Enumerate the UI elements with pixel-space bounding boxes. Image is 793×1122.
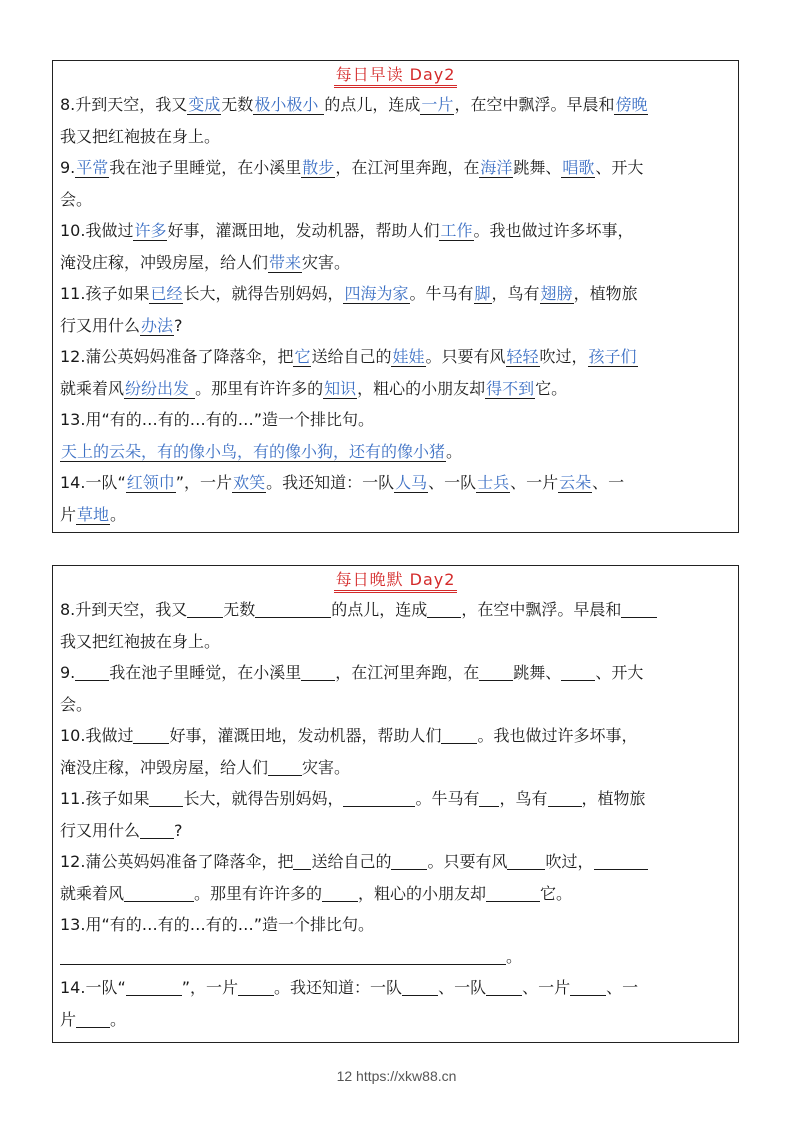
- static-text: 14.一队“: [60, 978, 126, 997]
- fill-in-blank[interactable]: [621, 599, 657, 618]
- static-text: 我又把红袍披在身上。: [60, 126, 221, 146]
- static-text: 、一队: [428, 473, 477, 492]
- static-text: 12.蒲公英妈妈准备了降落伞，把: [60, 347, 294, 366]
- answer-text: 散步: [302, 158, 335, 177]
- static-text: ，在空中飘浮。早晨和: [461, 600, 622, 619]
- static-text: 送给自己的: [311, 347, 392, 366]
- static-text: ，粗心的小朋友却: [357, 378, 486, 398]
- static-text: 的点儿，连成: [331, 600, 428, 619]
- answer-text: 士兵: [477, 473, 510, 492]
- answer-text: 得不到: [486, 378, 535, 398]
- answer-text: 傍晚: [615, 95, 648, 114]
- fill-in-blank[interactable]: [391, 851, 427, 870]
- static-text: 好事，灌溉田地，发动机器，帮助人们: [169, 726, 442, 745]
- fill-in-blank[interactable]: [187, 599, 223, 618]
- text-line: [60, 278, 732, 310]
- text-line: [60, 467, 732, 499]
- answer-text: 四海为家: [344, 284, 409, 303]
- static-text: 、一队: [438, 978, 487, 997]
- static-text: 的点儿，连成: [324, 95, 421, 114]
- static-text: ，植物旅: [573, 284, 638, 303]
- text-line: [60, 783, 732, 815]
- answer-text: 娃娃: [392, 347, 425, 366]
- static-text: 就乘着风: [60, 883, 125, 903]
- answer-text: 轻轻: [506, 347, 539, 366]
- static-text: 我在池子里睡觉，在小溪里: [109, 663, 302, 682]
- static-text: ”，一片: [181, 978, 239, 997]
- answer-text: 红领巾: [126, 473, 175, 492]
- static-text: 长大，就得告别妈妈，: [183, 789, 344, 808]
- text-line: [60, 247, 732, 279]
- morning-reading-title: [53, 61, 738, 89]
- answer-text: 知识: [324, 378, 357, 398]
- static-text: ，鸟有: [491, 284, 540, 303]
- static-text: 吹过，: [545, 852, 594, 871]
- static-text: ，鸟有: [499, 789, 548, 808]
- answer-text: 纷纷出发: [125, 378, 195, 398]
- static-text: 送给自己的: [311, 852, 392, 871]
- static-text: ”，一片: [175, 473, 233, 492]
- text-line: [60, 89, 732, 121]
- fill-in-blank[interactable]: [479, 662, 513, 681]
- text-line: [60, 689, 732, 721]
- answer-text: 草地: [77, 504, 110, 524]
- static-text: 11.孩子如果: [60, 284, 150, 303]
- answer-text: 带来: [269, 252, 302, 272]
- text-line: [60, 909, 732, 941]
- answer-text: 欢笑: [233, 473, 266, 492]
- page-footer: 12 https://xkw88.cn: [336, 1068, 457, 1084]
- static-text: 跳舞、: [513, 663, 562, 682]
- static-text: ?: [174, 315, 183, 335]
- fill-in-blank[interactable]: [402, 977, 438, 996]
- fill-in-blank[interactable]: [507, 851, 545, 870]
- fill-in-blank[interactable]: [293, 851, 311, 870]
- text-line: [60, 594, 732, 626]
- answer-text: 变成: [188, 95, 221, 114]
- static-text: 它。: [540, 883, 573, 903]
- static-text: 淹没庄稼，冲毁房屋，给人们: [60, 252, 269, 272]
- fill-in-blank[interactable]: [343, 788, 415, 807]
- static-text: 片: [60, 1009, 77, 1029]
- answer-text: 孩子们: [588, 347, 637, 366]
- fill-in-blank[interactable]: [486, 883, 540, 902]
- static-text: 、一: [606, 978, 639, 997]
- text-line: [60, 121, 732, 153]
- fill-in-blank[interactable]: [133, 725, 169, 744]
- static-text: ，在江河里奔跑，在: [335, 158, 480, 177]
- static-text: 、开大: [595, 158, 644, 177]
- fill-in-blank[interactable]: [124, 883, 194, 902]
- answer-text: 已经: [150, 284, 183, 303]
- static-text: 、开大: [595, 663, 644, 682]
- static-text: 灾害。: [302, 252, 351, 272]
- static-text: ，粗心的小朋友却: [358, 883, 487, 903]
- static-text: 9.: [60, 663, 76, 682]
- static-text: 片: [60, 504, 77, 524]
- static-text: 无数: [223, 600, 256, 619]
- morning-reading-panel: [52, 60, 739, 533]
- text-line: [60, 846, 732, 878]
- answer-text: 唱歌: [562, 158, 595, 177]
- static-text: 8.升到天空，我又: [60, 95, 188, 114]
- static-text: 好事，灌溉田地，发动机器，帮助人们: [167, 221, 440, 240]
- static-text: ，在空中飘浮。早晨和: [454, 95, 615, 114]
- evening-title-text: 每日晚默 Day2: [334, 570, 458, 593]
- text-line: [60, 404, 732, 436]
- text-line: [60, 373, 732, 405]
- fill-in-blank[interactable]: [479, 788, 499, 807]
- static-text: 。: [110, 504, 127, 524]
- fill-in-blank[interactable]: [268, 757, 302, 776]
- fill-in-blank[interactable]: [322, 883, 358, 902]
- text-line: [60, 436, 732, 468]
- static-text: 灾害。: [302, 757, 351, 777]
- answer-text: 平常: [76, 158, 109, 177]
- morning-title-text: 每日早读 Day2: [334, 65, 458, 88]
- static-text: 。: [446, 441, 463, 461]
- static-text: 。: [506, 946, 523, 966]
- fill-in-blank[interactable]: [60, 946, 506, 965]
- morning-reading-lines: [53, 89, 738, 530]
- fill-in-blank[interactable]: [255, 599, 331, 618]
- text-line: [60, 499, 732, 531]
- answer-text: 云朵: [559, 473, 592, 492]
- static-text: 9.: [60, 158, 76, 177]
- text-line: [60, 152, 732, 184]
- static-text: 。牛马有: [409, 284, 474, 303]
- answer-text: 人马: [395, 473, 428, 492]
- answer-text: 它: [294, 347, 311, 366]
- text-line: [60, 184, 732, 216]
- fill-in-blank[interactable]: [548, 788, 582, 807]
- text-line: [60, 752, 732, 784]
- static-text: 我在池子里睡觉，在小溪里: [109, 158, 302, 177]
- static-text: 长大，就得告别妈妈，: [183, 284, 344, 303]
- static-text: 13.用“有的…有的…有的…”造一个排比句。: [60, 915, 375, 934]
- text-line: [60, 341, 732, 373]
- static-text: 。那里有许许多的: [195, 378, 324, 398]
- text-line: [60, 657, 732, 689]
- answer-text: 办法: [141, 315, 174, 335]
- answer-text: 工作: [440, 221, 473, 240]
- fill-in-blank[interactable]: [427, 599, 461, 618]
- static-text: 。: [110, 1009, 127, 1029]
- static-text: 跳舞、: [513, 158, 562, 177]
- static-text: 行又用什么: [60, 820, 141, 840]
- answer-text: 翅膀: [540, 284, 573, 303]
- static-text: 。我也做过许多坏事，: [477, 726, 638, 745]
- text-line: [60, 815, 732, 847]
- text-line: [60, 310, 732, 342]
- answer-text: 极小极小: [254, 95, 324, 114]
- static-text: 14.一队“: [60, 473, 126, 492]
- fill-in-blank[interactable]: [140, 820, 174, 839]
- static-text: 、一片: [522, 978, 571, 997]
- static-text: 、一: [592, 473, 625, 492]
- answer-text: 一片: [421, 95, 454, 114]
- fill-in-blank[interactable]: [76, 1009, 110, 1028]
- static-text: 11.孩子如果: [60, 789, 150, 808]
- static-text: 会。: [60, 189, 93, 209]
- text-line: [60, 626, 732, 658]
- fill-in-blank[interactable]: [561, 662, 595, 681]
- fill-in-blank[interactable]: [486, 977, 522, 996]
- static-text: 行又用什么: [60, 315, 141, 335]
- text-line: [60, 215, 732, 247]
- static-text: ，在江河里奔跑，在: [335, 663, 480, 682]
- static-text: 它。: [535, 378, 568, 398]
- fill-in-blank[interactable]: [301, 662, 335, 681]
- static-text: 吹过，: [539, 347, 588, 366]
- answer-text: 脚: [474, 284, 491, 303]
- text-line: [60, 1004, 732, 1036]
- static-text: 。只要有风: [425, 347, 506, 366]
- static-text: 。我也做过许多坏事，: [473, 221, 634, 240]
- static-text: 10.我做过: [60, 726, 134, 745]
- static-text: 12.蒲公英妈妈准备了降落伞，把: [60, 852, 294, 871]
- static-text: 。只要有风: [427, 852, 508, 871]
- static-text: 。牛马有: [415, 789, 480, 808]
- evening-dictation-panel: [52, 565, 739, 1043]
- answer-text: 天上的云朵，有的像小鸟，有的像小狗，还有的像小猪: [61, 441, 446, 461]
- static-text: 就乘着风: [60, 378, 125, 398]
- static-text: 无数: [221, 95, 254, 114]
- static-text: ?: [174, 820, 183, 840]
- answer-text: 许多: [134, 221, 167, 240]
- evening-dictation-lines: [53, 594, 738, 1035]
- static-text: 。我还知道：一队: [274, 978, 403, 997]
- static-text: 13.用“有的…有的…有的…”造一个排比句。: [60, 410, 375, 429]
- fill-in-blank[interactable]: [238, 977, 274, 996]
- text-line: [60, 720, 732, 752]
- fill-in-blank[interactable]: [441, 725, 477, 744]
- static-text: 10.我做过: [60, 221, 134, 240]
- static-text: 会。: [60, 694, 93, 714]
- answer-text: 海洋: [480, 158, 513, 177]
- static-text: 淹没庄稼，冲毁房屋，给人们: [60, 757, 269, 777]
- text-line: [60, 878, 732, 910]
- static-text: 、一片: [510, 473, 559, 492]
- text-line: [60, 941, 732, 973]
- static-text: 。我还知道：一队: [266, 473, 395, 492]
- static-text: 我又把红袍披在身上。: [60, 631, 221, 651]
- text-line: [60, 972, 732, 1004]
- static-text: ，植物旅: [581, 789, 646, 808]
- fill-in-blank[interactable]: [126, 977, 182, 996]
- evening-dictation-title: [53, 566, 738, 594]
- static-text: 8.升到天空，我又: [60, 600, 188, 619]
- static-text: 。那里有许许多的: [194, 883, 323, 903]
- fill-in-blank[interactable]: [75, 662, 109, 681]
- fill-in-blank[interactable]: [594, 851, 648, 870]
- fill-in-blank[interactable]: [149, 788, 183, 807]
- fill-in-blank[interactable]: [570, 977, 606, 996]
